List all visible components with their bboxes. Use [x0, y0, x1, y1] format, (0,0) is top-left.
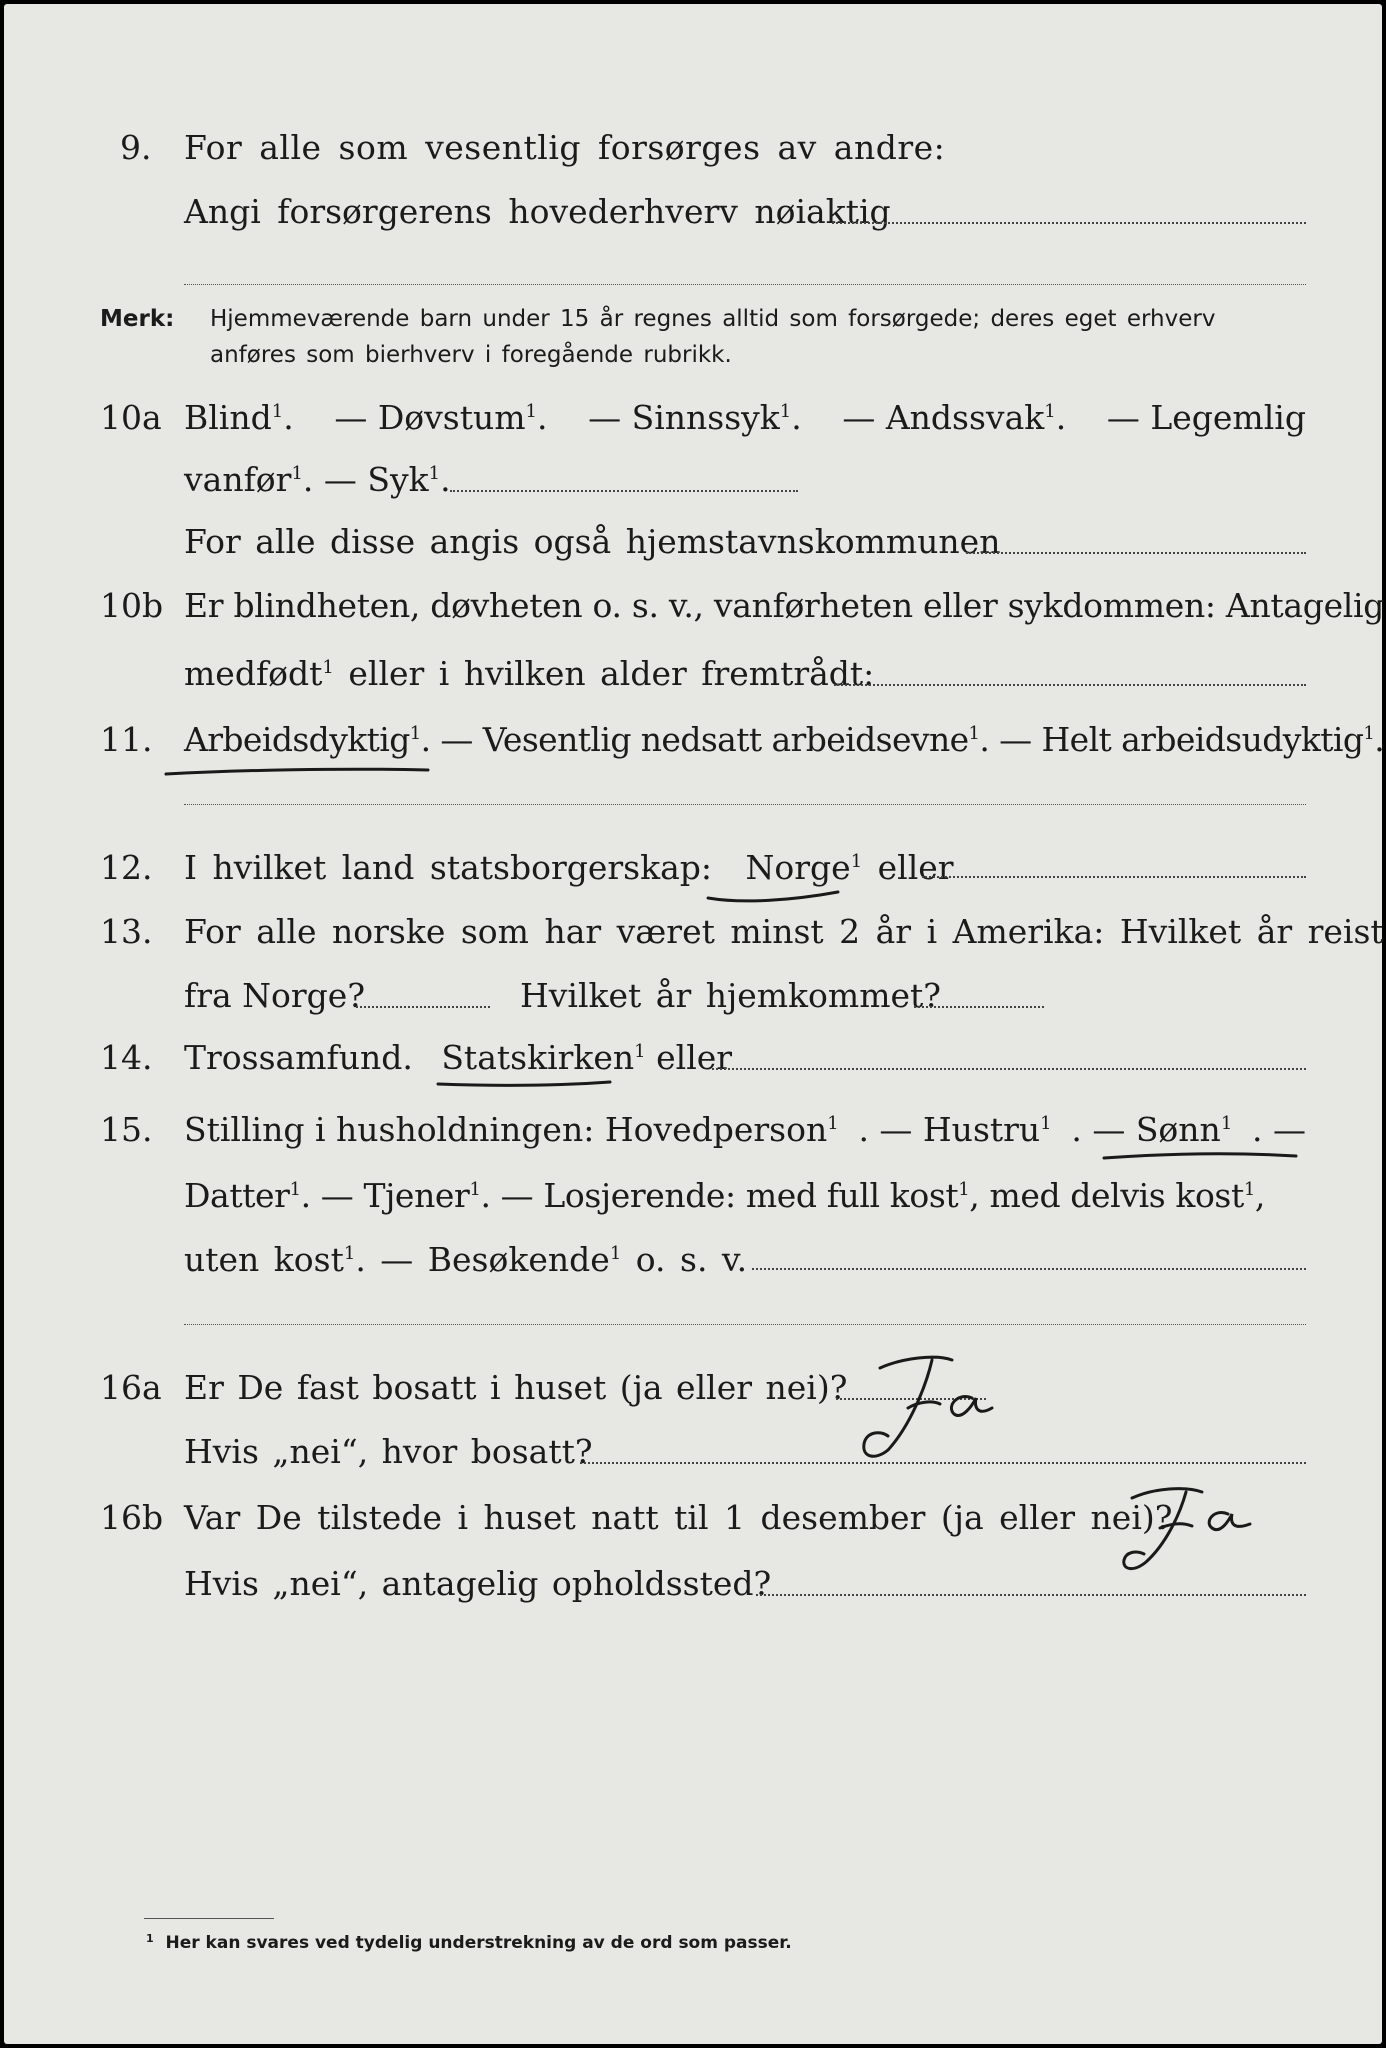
note-line2: anføres som bierhverv i foregående rubrikk.: [210, 342, 732, 368]
q10b-number: 10b: [100, 586, 164, 625]
note-label: Merk:: [100, 306, 175, 332]
q11-line: [184, 720, 1384, 760]
q14-number: 14.: [100, 1038, 153, 1077]
q13-number: 13.: [100, 912, 153, 951]
q13-reist-line[interactable]: [356, 1006, 490, 1008]
q12-line: I hvilket land statsborgerskap: Norge$^1$ eller: [184, 848, 954, 887]
q13-line2a: fra Norge?: [184, 976, 366, 1015]
q12-opt-norge[interactable]: Norge$^1$: [745, 848, 863, 887]
census-form-page: [4, 4, 1385, 2044]
q15-opt-sonn[interactable]: . — Sønn$^1$: [1071, 1110, 1233, 1149]
q16b-number: 16b: [100, 1498, 164, 1537]
q11-handwritten-underline: [162, 764, 432, 780]
q16b-line2: Hvis „nei“, antagelig opholdssted?: [184, 1564, 772, 1603]
q10a-number: 10a: [100, 398, 162, 437]
q16a-line1: Er De fast bosatt i huset (ja eller nei)?: [184, 1368, 848, 1407]
footnote-rule: [144, 1918, 274, 1919]
q10a-opt-andssvak[interactable]: — Andssvak$^1$.: [842, 398, 1067, 437]
q15-opt-hovedperson[interactable]: Stilling i husholdningen: Hovedperson$^1$: [184, 1110, 839, 1149]
q13-hjemkommet-line[interactable]: [914, 1006, 1044, 1008]
q15-line2: Datter$^1$. — Tjener$^1$. — Losjerende: med full kost$^1$, med delvis kost$^1$,: [184, 1176, 1265, 1215]
q14-opt-statskirken[interactable]: Statskirken$^1$: [441, 1038, 646, 1077]
q11-opt-udyktig[interactable]: . — Helt arbeidsudyktig$^1$.: [979, 720, 1385, 759]
q16b-handwritten-answer: [1106, 1480, 1266, 1580]
q15-opt-datter[interactable]: Datter$^1$: [184, 1176, 301, 1215]
q11-answer-line[interactable]: [184, 804, 1306, 805]
q14-handwritten-underline: [434, 1076, 614, 1092]
q14-answer-line[interactable]: [712, 1068, 1306, 1070]
q10a-opt-syk[interactable]: . — Syk$^1$.: [302, 460, 451, 499]
note-line1: Hjemmeværende barn under 15 år regnes alltid som forsørgede; deres eget erhverv: [210, 306, 1216, 332]
q15-line1: Stilling i husholdningen: Hovedperson$^1$ . — Hustru$^1$ . — Sønn$^1$ . —: [184, 1110, 1306, 1149]
q11-number: 11.: [100, 720, 153, 759]
q11-opt-nedsatt[interactable]: . — Vesentlig nedsatt arbeidsevne$^1$: [420, 720, 980, 759]
q10a-opt-blind[interactable]: Blind$^1$.: [184, 398, 294, 437]
q16a-number: 16a: [100, 1368, 162, 1407]
q15-opt-full-kost[interactable]: . — Losjerende: med full kost$^1$: [480, 1176, 970, 1215]
q16a-bosatt-line[interactable]: [580, 1462, 1306, 1464]
q9-line1: For alle som vesentlig forsørges av andre:: [184, 128, 946, 167]
q10a-line1: [184, 398, 1306, 438]
q13-line1: For alle norske som har været minst 2 år i Amerika: Hvilket år reist: [184, 912, 1384, 951]
q10a-opt-dovstum[interactable]: — Døvstum$^1$.: [334, 398, 548, 437]
q10a-syk-line[interactable]: [450, 490, 798, 492]
q15-opt-besokende[interactable]: . — Besøkende$^1$: [355, 1240, 622, 1279]
q13-line2b: Hvilket år hjemkommet?: [520, 976, 941, 1015]
footnote: $^1$ Her kan svares ved tydelig understrekning av de ord som passer.: [146, 1932, 792, 1953]
q15-handwritten-underline: [1100, 1146, 1300, 1164]
q10a-opt-vanfor[interactable]: vanfør$^1$: [184, 460, 303, 499]
q15-line3: uten kost$^1$. — Besøkende$^1$ o. s. v.: [184, 1240, 748, 1279]
q10a-hjemstavn-line[interactable]: [966, 552, 1306, 554]
q12-number: 12.: [100, 848, 153, 887]
q15-extra-line[interactable]: [184, 1324, 1306, 1325]
q16b-line1: Var De tilstede i huset natt til 1 desember (ja eller nei)?: [184, 1498, 1173, 1537]
q9-extra-line[interactable]: [184, 284, 1306, 285]
q9-line2: Angi forsørgerens hovederhverv nøiaktig: [184, 192, 891, 231]
q10a-opt-legemlig[interactable]: — Legemlig: [1106, 398, 1306, 437]
q16a-line2: Hvis „nei“, hvor bosatt?: [184, 1432, 593, 1471]
q10b-answer-line[interactable]: [834, 684, 1306, 686]
q12-handwritten-underline: [704, 888, 844, 908]
q15-opt-tjener[interactable]: . — Tjener$^1$: [300, 1176, 481, 1215]
q14-line: Trossamfund. Statskirken$^1$ eller: [184, 1038, 733, 1077]
q10a-line3: For alle disse angis også hjemstavnskommunen: [184, 522, 1001, 561]
q10a-opt-sinnssyk[interactable]: — Sinnssyk$^1$.: [588, 398, 802, 437]
q15-opt-delvis-kost[interactable]: , med delvis kost$^1$: [969, 1176, 1255, 1215]
q15-opt-hustru[interactable]: . — Hustru$^1$: [858, 1110, 1052, 1149]
q10b-line1: Er blindheten, døvheten o. s. v., vanførheten eller sykdommen: Antagelig: [184, 586, 1385, 625]
q16a-handwritten-answer: [840, 1346, 1010, 1466]
q16b-opholdssted-line[interactable]: [756, 1594, 1306, 1596]
q15-number: 15.: [100, 1110, 153, 1149]
q15-opt-uten-kost[interactable]: uten kost$^1$: [184, 1240, 356, 1279]
q9-answer-line[interactable]: [832, 222, 1306, 224]
q10b-line2: medfødt$^1$ eller i hvilken alder fremtrådt:: [184, 654, 875, 693]
q10a-line2: [184, 460, 451, 500]
q15-answer-line[interactable]: [752, 1268, 1306, 1270]
q12-answer-line[interactable]: [922, 876, 1306, 878]
q9-number: 9.: [120, 128, 152, 167]
q11-opt-arbeidsdyktig[interactable]: Arbeidsdyktig$^1$: [184, 720, 421, 759]
